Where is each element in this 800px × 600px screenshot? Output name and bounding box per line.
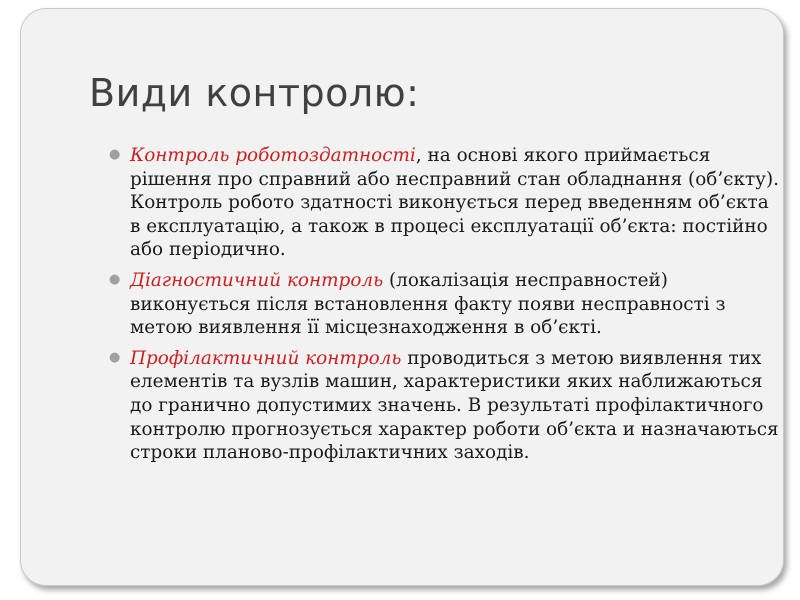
bullet-text: проводиться з метою виявлення тих елементів та вузлів машин, характеристики яких наближаються до гранично допустимих значень. В результаті профілактичного контролю прогнозується характер роботи об’єкта и назначаються строки планово-профілактичних заходів. <box>130 347 779 464</box>
bullet-text: (локалізація несправностей) виконується після встановлення факту появи несправності з метою виявлення її місцезнаходження в об’єкті. <box>130 269 726 339</box>
bullet-dot-icon: ● <box>109 349 121 365</box>
bullet-list <box>109 144 779 472</box>
bullet-item-diagnostic <box>109 269 779 340</box>
bullet-item-preventive <box>109 347 779 465</box>
slide-frame <box>20 8 784 586</box>
bullet-dot-icon: ● <box>109 271 121 287</box>
slide-title: Види контролю: <box>89 71 420 115</box>
bullet-term: Профілактичний контроль <box>130 347 402 369</box>
bullet-item-health-check <box>109 144 779 262</box>
bullet-term: Діагностичний контроль <box>130 269 384 291</box>
bullet-term: Контроль роботоздатності <box>130 145 416 166</box>
bullet-text: , на основі якого приймається рішення про справний або несправний стан обладнання (об’єкту). Контроль робото здатності виконується перед введенням об’єкта в експлуатацію, а також в процесі експлуатації об’єкта: постійно або періодично. <box>130 145 779 261</box>
bullet-dot-icon: ● <box>109 147 121 162</box>
